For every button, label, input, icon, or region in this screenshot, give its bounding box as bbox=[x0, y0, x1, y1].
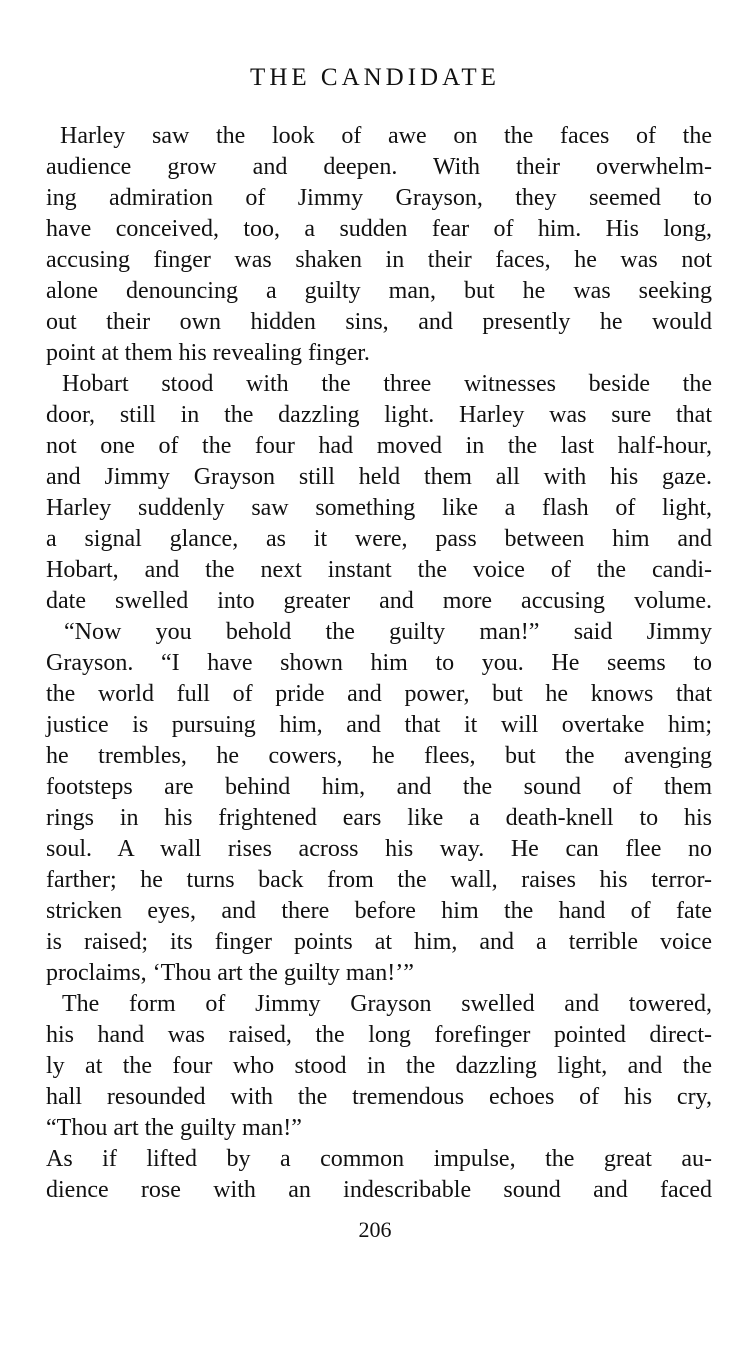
text-line: date swelled into greater and more accusing volume. bbox=[46, 588, 712, 614]
text-line: The form of Jimmy Grayson swelled and towered, bbox=[62, 991, 712, 1017]
text-line: As if lifted by a common impulse, the great au- bbox=[46, 1146, 712, 1172]
text-line: Hobart stood with the three witnesses beside the bbox=[62, 371, 712, 397]
text-line: point at them his revealing finger. bbox=[46, 340, 370, 366]
text-line: audience grow and deepen. With their overwhelm- bbox=[46, 154, 712, 180]
text-line: proclaims, ‘Thou art the guilty man!’” bbox=[46, 960, 414, 986]
running-head: THE CANDIDATE bbox=[250, 64, 500, 91]
text-line: a signal glance, as it were, pass between him and bbox=[46, 526, 712, 552]
text-line: the world full of pride and power, but he knows that bbox=[46, 681, 712, 707]
text-line: is raised; its finger points at him, and a terrible voice bbox=[46, 929, 712, 955]
text-line: have conceived, too, a sudden fear of him. His long, bbox=[46, 216, 712, 242]
text-line: stricken eyes, and there before him the hand of fate bbox=[46, 898, 712, 924]
body-text bbox=[46, 121, 712, 1206]
text-line: Harley suddenly saw something like a flash of light, bbox=[46, 495, 712, 521]
text-line: footsteps are behind him, and the sound of them bbox=[46, 774, 712, 800]
text-line: out their own hidden sins, and presently he would bbox=[46, 309, 712, 335]
text-line: he trembles, he cowers, he flees, but the avenging bbox=[46, 743, 712, 769]
text-line: farther; he turns back from the wall, raises his terror- bbox=[46, 867, 712, 893]
text-line: ing admiration of Jimmy Grayson, they seemed to bbox=[46, 185, 712, 211]
text-line: Harley saw the look of awe on the faces of the bbox=[60, 123, 712, 149]
text-line: dience rose with an indescribable sound and faced bbox=[46, 1177, 712, 1203]
text-line: door, still in the dazzling light. Harley was sure that bbox=[46, 402, 712, 428]
text-line: justice is pursuing him, and that it will overtake him; bbox=[46, 712, 712, 738]
text-line: “Thou art the guilty man!” bbox=[46, 1115, 302, 1141]
text-line: Grayson. “I have shown him to you. He seems to bbox=[46, 650, 712, 676]
text-line: ly at the four who stood in the dazzling light, and the bbox=[46, 1053, 712, 1079]
text-line: rings in his frightened ears like a death-knell to his bbox=[46, 805, 712, 831]
text-line: soul. A wall rises across his way. He can flee no bbox=[46, 836, 712, 862]
text-line: and Jimmy Grayson still held them all with his gaze. bbox=[46, 464, 712, 490]
text-line: accusing finger was shaken in their faces, he was not bbox=[46, 247, 712, 273]
text-line: alone denouncing a guilty man, but he was seeking bbox=[46, 278, 712, 304]
text-line: not one of the four had moved in the last half-hour, bbox=[46, 433, 712, 459]
text-line: hall resounded with the tremendous echoes of his cry, bbox=[46, 1084, 712, 1110]
page-number: 206 bbox=[358, 1217, 392, 1242]
text-line: “Now you behold the guilty man!” said Jimmy bbox=[64, 619, 712, 645]
text-line: his hand was raised, the long forefinger pointed direct- bbox=[46, 1022, 712, 1048]
text-line: Hobart, and the next instant the voice of the candi- bbox=[46, 557, 712, 583]
